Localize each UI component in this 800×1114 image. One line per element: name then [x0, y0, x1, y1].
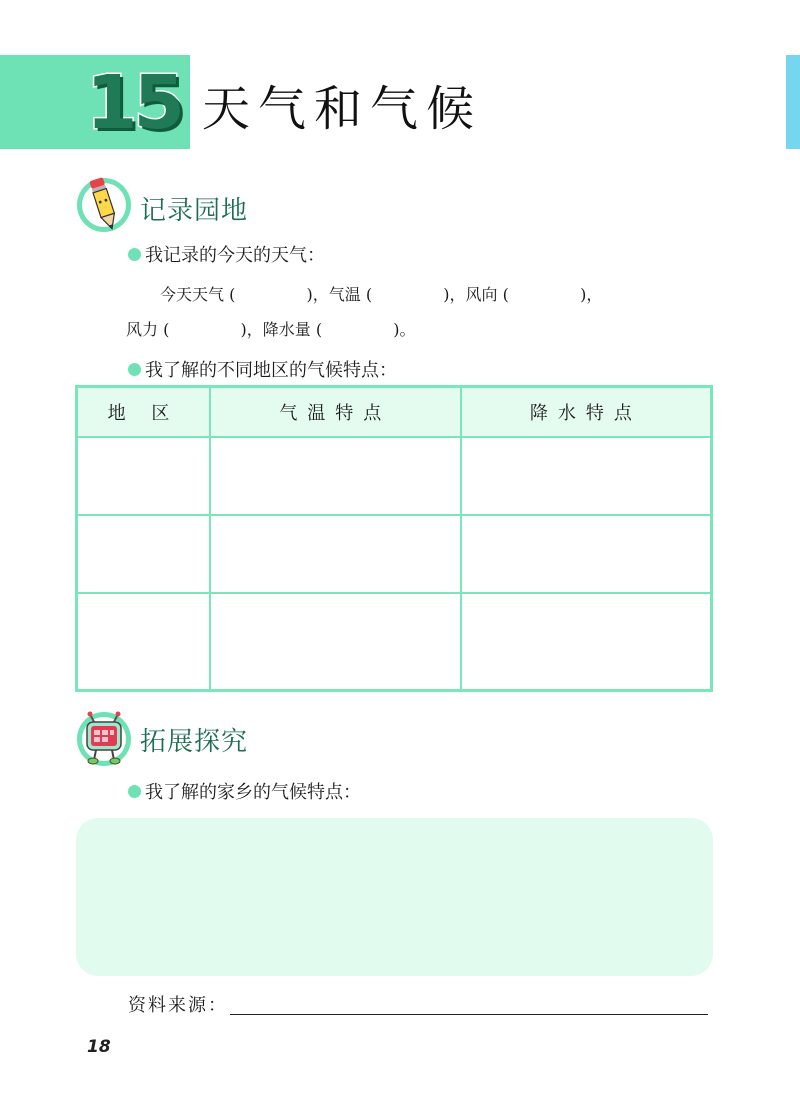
section-title-record: 记录园地 — [140, 196, 249, 226]
lesson-title: 天气和气候 — [202, 81, 483, 137]
temperature-cell[interactable] — [210, 593, 461, 691]
table-row — [77, 515, 712, 593]
bullet-dot — [128, 785, 141, 798]
weather-fill-line-2[interactable]: 风力 ( )，降水量 ( )。 — [126, 320, 416, 339]
precipitation-cell[interactable] — [461, 593, 712, 691]
lesson-number: 15 — [86, 60, 181, 146]
region-cell[interactable] — [77, 593, 210, 691]
regions-prompt — [128, 356, 397, 382]
bullet-dot — [128, 363, 141, 376]
regions-prompt-text: 我了解的不同地区的气候特点： — [145, 360, 397, 381]
table-row — [77, 593, 712, 691]
section-title-extend: 拓展探究 — [140, 727, 249, 757]
edge-tab — [786, 55, 800, 149]
temperature-cell[interactable] — [210, 515, 461, 593]
header-region: 地 区 — [77, 387, 210, 437]
source-label: 资料来源： — [128, 995, 228, 1016]
bullet-dot — [128, 248, 141, 261]
today-weather-prompt — [128, 241, 325, 267]
hometown-writing-box[interactable] — [76, 818, 713, 976]
region-cell[interactable] — [77, 437, 210, 515]
page-number: 18 — [87, 1037, 111, 1057]
precipitation-cell[interactable] — [461, 437, 712, 515]
climate-table — [75, 385, 713, 692]
precipitation-cell[interactable] — [461, 515, 712, 593]
robot-icon — [74, 708, 134, 768]
weather-fill-line-1[interactable]: 今天天气 ( )，气温 ( )，风向 ( )， — [160, 285, 603, 304]
header-precipitation: 降水特点 — [461, 387, 712, 437]
table-header-row — [77, 387, 712, 437]
table-row — [77, 437, 712, 515]
header-temperature: 气温特点 — [210, 387, 461, 437]
source-input-line[interactable] — [230, 1014, 708, 1015]
temperature-cell[interactable] — [210, 437, 461, 515]
pencil-icon — [74, 174, 134, 234]
hometown-prompt-text: 我了解的家乡的气候特点： — [145, 782, 361, 803]
hometown-prompt — [128, 778, 361, 804]
today-weather-prompt-text: 我记录的今天的天气： — [145, 245, 325, 266]
region-cell[interactable] — [77, 515, 210, 593]
